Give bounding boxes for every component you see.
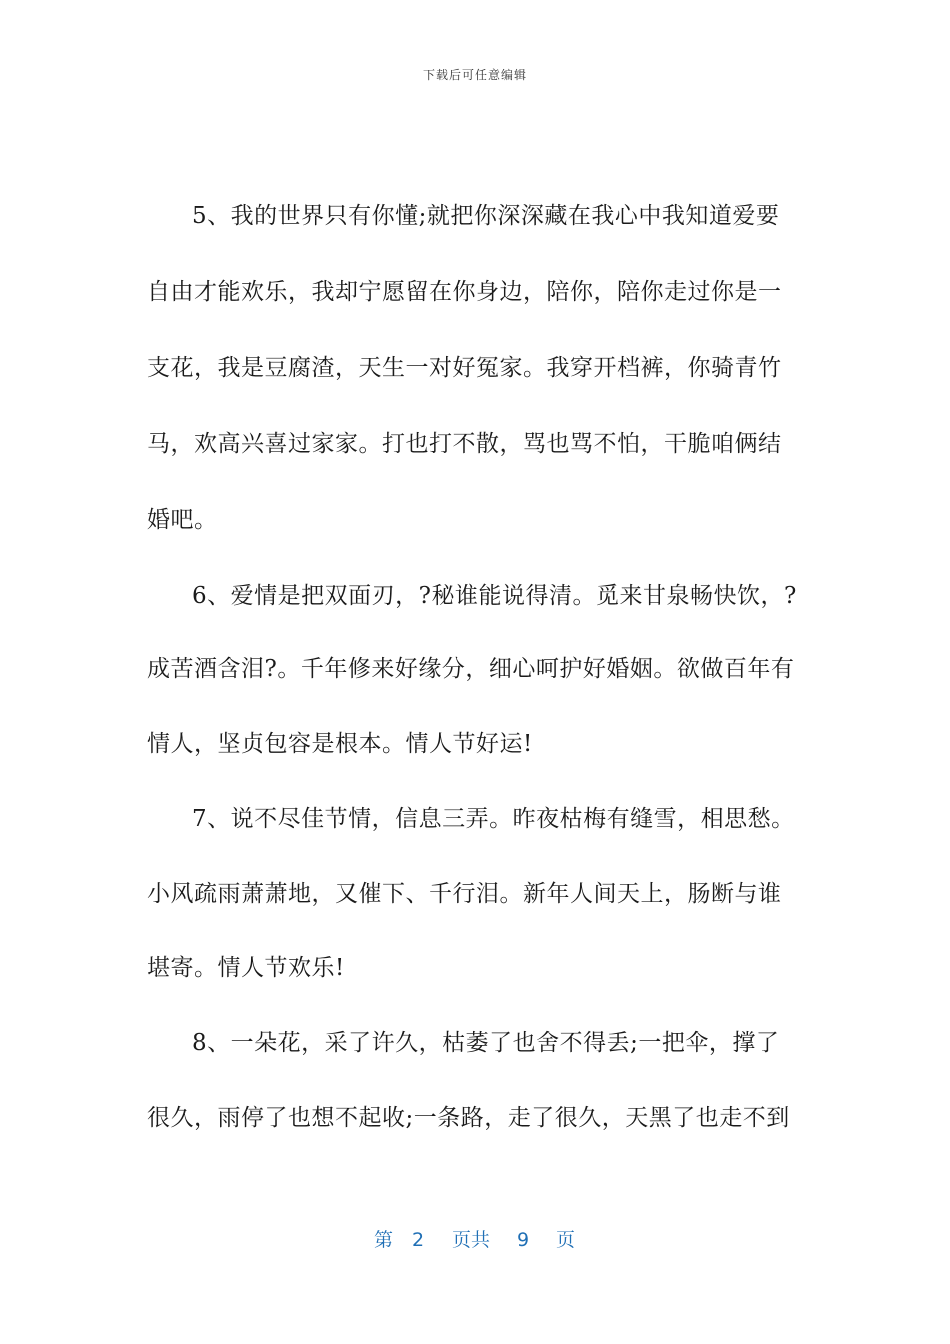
text-line bbox=[0, 196, 950, 236]
text-line bbox=[0, 948, 950, 988]
footer-middle: 页共 bbox=[452, 1229, 491, 1251]
text-line-content: 小风疏雨萧萧地，又催下、千行泪。新年人间天上，肠断与谁 bbox=[147, 881, 782, 907]
header-note: 下载后可任意编辑 bbox=[422, 68, 527, 82]
text-line-content: 情人，坚贞包容是根本。情人节好运! bbox=[147, 731, 533, 757]
text-line-content: 支花，我是豆腐渣，天生一对好冤家。我穿开档裤，你骑青竹 bbox=[147, 355, 782, 381]
text-line-content: 成苦酒含泪?。千年修来好缘分，细心呵护好婚姻。欲做百年有 bbox=[147, 656, 795, 682]
text-line-content: 8、一朵花，采了许久，枯萎了也舍不得丢;一把伞，撑了 bbox=[192, 1030, 780, 1056]
text-line bbox=[0, 799, 950, 839]
text-line bbox=[0, 576, 950, 616]
text-line-content: 5、我的世界只有你懂;就把你深深藏在我心中我知道爱要 bbox=[192, 203, 780, 229]
text-line bbox=[0, 1098, 950, 1138]
text-line-content: 7、说不尽佳节情，信息三弄。昨夜枯梅有缝雪，相思愁。 bbox=[192, 806, 795, 832]
text-line-content: 6、爱情是把双面刃，?秘谁能说得清。觅来甘泉畅快饮，? bbox=[192, 583, 797, 609]
text-line-content: 很久，雨停了也想不起收;一条路，走了很久，天黑了也走不到 bbox=[147, 1105, 790, 1131]
text-line bbox=[0, 724, 950, 764]
footer-page-number: 2 bbox=[412, 1229, 425, 1251]
text-line bbox=[0, 348, 950, 388]
text-line-content: 堪寄。情人节欢乐! bbox=[147, 955, 345, 981]
text-line-content: 婚吧。 bbox=[147, 507, 218, 533]
text-line bbox=[0, 272, 950, 312]
footer-suffix: 页 bbox=[556, 1229, 576, 1251]
footer-prefix: 第 bbox=[374, 1229, 394, 1251]
text-line bbox=[0, 874, 950, 914]
text-line-content: 马，欢高兴喜过家家。打也打不散，骂也骂不怕，干脆咱俩结 bbox=[147, 431, 782, 457]
text-line bbox=[0, 424, 950, 464]
text-line bbox=[0, 500, 950, 540]
text-line-content: 自由才能欢乐，我却宁愿留在你身边，陪你，陪你走过你是一 bbox=[147, 279, 782, 305]
text-line bbox=[0, 1023, 950, 1063]
text-line bbox=[0, 649, 950, 689]
page-footer bbox=[0, 1224, 950, 1256]
footer-total-pages: 9 bbox=[517, 1229, 530, 1251]
